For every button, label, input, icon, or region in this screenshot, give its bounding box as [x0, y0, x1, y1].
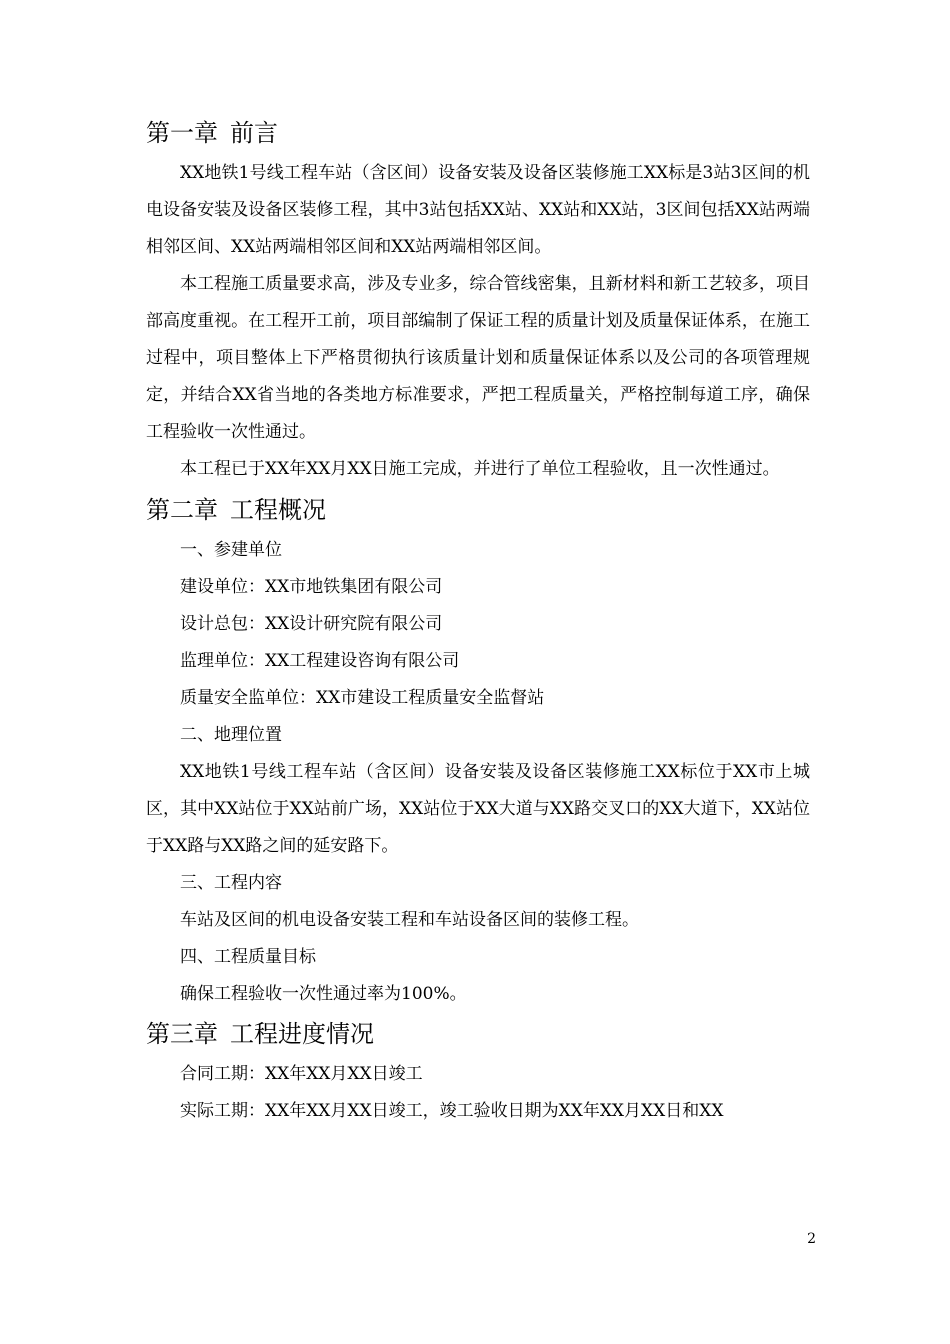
body-paragraph: 本工程已于XX年XX月XX日施工完成，并进行了单位工程验收，且一次性通过。	[180, 459, 780, 479]
contract-period-line: 合同工期：XX年XX月XX日竣工	[180, 1064, 423, 1084]
chapter-title: 前言	[230, 119, 278, 147]
unit-line: 建设单位：XX市地铁集团有限公司	[180, 577, 443, 597]
section-heading: 二、地理位置	[180, 725, 282, 745]
unit-line: 监理单位：XX工程建设咨询有限公司	[180, 651, 460, 671]
section-heading: 四、工程质量目标	[180, 947, 316, 967]
body-paragraph: 本工程施工质量要求高，涉及专业多，综合管线密集，且新材料和新工艺较多，项目部高度重视。在工程开工前，项目部编制了保证工程的质量计划及质量保证体系，在施工过程中，项目整体上下严格贯彻执行该质量计划和质量保证体系以及公司的各项管理规定，并结合XX省当地的各类地方标准要求，严把工程质量关，严格控制每道工序，确保工程验收一次性通过。	[146, 274, 810, 442]
chapter-label: 第二章	[146, 496, 218, 524]
actual-period-line: 实际工期：XX年XX月XX日竣工，竣工验收日期为XX年XX月XX日和XX	[180, 1101, 724, 1121]
body-paragraph: XX地铁1号线工程车站（含区间）设备安装及设备区装修施工XX标是3站3区间的机电设备安装及设备区装修工程，其中3站包括XX站、XX站和XX站，3区间包括XX站两端相邻区间、XX站两端相邻区间和XX站两端相邻区间。	[146, 163, 810, 257]
chapter-title: 工程概况	[230, 496, 326, 524]
unit-line: 质量安全监单位：XX市建设工程质量安全监督站	[180, 688, 545, 708]
section-heading: 一、参建单位	[180, 540, 282, 560]
page-number: 2	[807, 1231, 816, 1247]
section-heading: 三、工程内容	[180, 873, 282, 893]
chapter-heading	[146, 113, 810, 153]
chapter-heading	[146, 490, 810, 530]
chapter-title: 工程进度情况	[230, 1020, 374, 1048]
chapter-heading	[146, 1014, 810, 1054]
location-paragraph: XX地铁1号线工程车站（含区间）设备安装及设备区装修施工XX标位于XX市上城区，其中XX站位于XX站前广场，XX站位于XX大道与XX路交叉口的XX大道下，XX站位于XX路与XX路之间的延安路下。	[146, 762, 810, 856]
unit-line: 设计总包：XX设计研究院有限公司	[180, 614, 443, 634]
chapter-label: 第一章	[146, 119, 218, 147]
target-line: 确保工程验收一次性通过率为100%。	[180, 984, 467, 1004]
content-line: 车站及区间的机电设备安装工程和车站设备区间的装修工程。	[180, 910, 639, 930]
chapter-label: 第三章	[146, 1020, 218, 1048]
page-content	[146, 113, 810, 1130]
